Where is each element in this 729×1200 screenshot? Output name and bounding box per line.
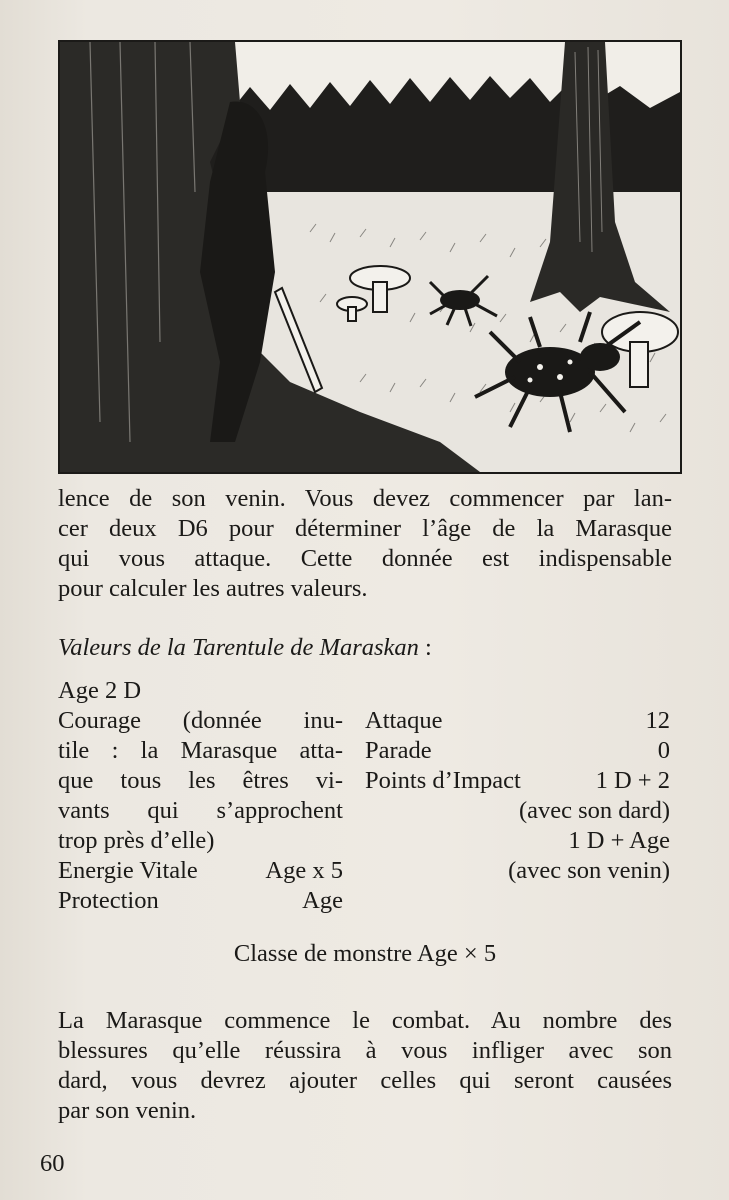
parade-value: 0: [657, 737, 670, 764]
stats-row: [58, 766, 672, 796]
parade-stat: [365, 736, 670, 766]
stats-block: [58, 676, 672, 916]
age-stat: Age 2 D: [58, 677, 142, 704]
stats-row: [58, 676, 672, 706]
protection-value: Age: [302, 887, 343, 914]
monster-class: Classe de monstre Age × 5: [233, 940, 497, 967]
courage-line: vants qui s’approchent: [58, 797, 343, 824]
stats-row: [58, 886, 672, 916]
stats-row: [58, 796, 672, 826]
intro-paragraph: [58, 484, 672, 604]
stats-heading-text: Valeurs de la Tarentule de Maraskan: [58, 634, 419, 661]
attaque-value: 12: [645, 707, 670, 734]
stats-heading-colon: :: [418, 634, 432, 661]
courage-line: que tous les êtres vi-: [58, 767, 343, 794]
text-line: dard, vous devrez ajouter celles qui seront causées: [58, 1067, 672, 1094]
stats-row: [58, 706, 672, 736]
energie-stat: [58, 856, 343, 886]
text-line: La Marasque commence le combat. Au nombre des: [58, 1007, 672, 1034]
impact-label: Points d’Impact: [365, 767, 521, 794]
protection-label: Protection: [58, 887, 159, 914]
impact-value: 1 D + 2: [595, 767, 670, 794]
text-line: par son venin.: [58, 1097, 197, 1124]
text-line: qui vous attaque. Cette donnée est indispensable: [58, 545, 672, 572]
attaque-label: Attaque: [365, 707, 443, 734]
text-line: lence de son venin. Vous devez commencer par lan-: [58, 485, 672, 512]
courage-line: trop près d’elle): [58, 827, 215, 854]
stats-row: [58, 826, 672, 856]
courage-line: Courage (donnée inu-: [58, 707, 343, 734]
impact-stat: [365, 766, 670, 796]
text-line: blessures qu’elle réussira à vous infliger avec son: [58, 1037, 672, 1064]
text-line: pour calculer les autres valeurs.: [58, 575, 368, 602]
impact-note-dard: (avec son dard): [518, 797, 670, 824]
forest-illustration: [58, 40, 682, 474]
stats-row: [58, 736, 672, 766]
courage-line: tile : la Marasque atta-: [58, 737, 343, 764]
stats-heading: [58, 633, 672, 663]
impact-value-venin: 1 D + Age: [568, 827, 670, 854]
page-number: 60: [40, 1150, 65, 1177]
energie-value: Age x 5: [265, 857, 343, 884]
protection-stat: [58, 886, 343, 916]
forest-scene-drawing: [60, 42, 680, 472]
attaque-stat: [365, 706, 670, 736]
impact-note-venin: (avec son venin): [508, 857, 670, 884]
combat-paragraph: [58, 1006, 672, 1126]
parade-label: Parade: [365, 737, 432, 764]
text-line: cer deux D6 pour déterminer l’âge de la Marasque: [58, 515, 672, 542]
stats-row: [58, 856, 672, 886]
energie-label: Energie Vitale: [58, 857, 198, 884]
